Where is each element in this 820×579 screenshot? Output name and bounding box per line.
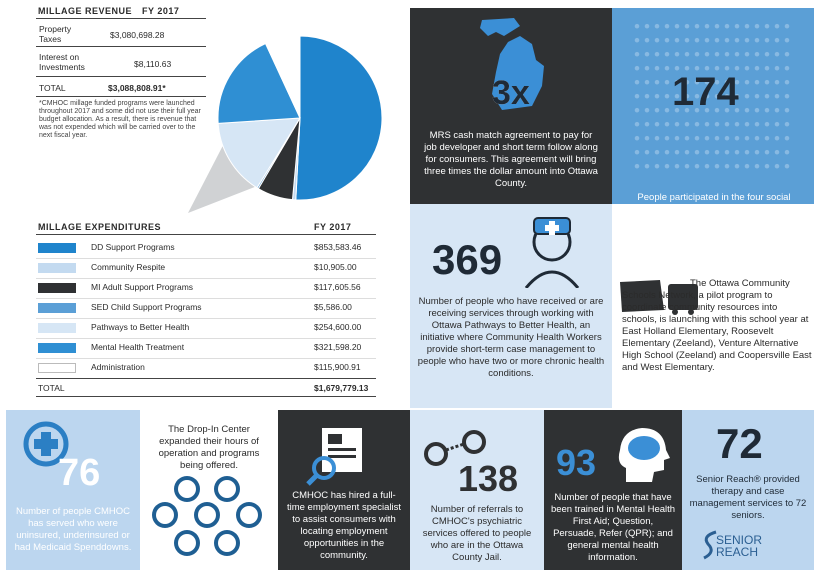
firstaid-big-number: 93 <box>556 442 597 483</box>
revenue-footnote: *CMHOC millage funded programs were launched throughout 2017 and some did not use their full year budget allocation. As a result, there is revenue that was not expended which will be carried over to the next fiscal year. <box>39 100 201 139</box>
expenditure-label: Community Respite <box>91 262 166 272</box>
people-text: People participated in the four social <box>637 192 791 203</box>
mrs-text: MRS cash match agreement to pay for job developer and short term follow along for consumers. This agreement will bring three times the dollar amount into Ottawa County. <box>424 130 598 189</box>
legend-swatch <box>38 363 76 373</box>
clock-icon <box>152 502 178 528</box>
expenditure-label: Pathways to Better Health <box>91 322 190 332</box>
expenditure-row <box>36 338 376 358</box>
senior-text: Senior Reach® provided therapy and case management services to 72 seniors. <box>689 474 807 521</box>
clock-icon <box>174 530 200 556</box>
revenue-header: MILLAGE REVENUE <box>38 6 133 16</box>
schools-text: The Ottawa Community Schools Network, a pilot program to coordinate community resources into schools, is launching with this school year at East Holland Elementary, Roosevelt Elementary (Zeeland), Venture Alternative High School (Zeeland) and Coopersville East and West Elementary. <box>622 278 812 373</box>
mrs-big-number: 3x <box>492 74 530 112</box>
revenue-total-value: $3,088,808.91* <box>108 83 166 93</box>
jail-text: Number of referrals to CMHOC's psychiatric services offered to people who are in the Ottawa County Jail. <box>422 504 532 563</box>
firstaid-text: Number of people that have been trained in Mental Health First Aid; Question, Persuade, Refer (QPR); and general mental health information. <box>550 492 676 563</box>
pathways-text: Number of people who have received or are receiving services through working with Ottawa Pathways to Better Health, an initiative where Community Health Workers provide short-term case management to people who have two or more chronic health conditions. <box>417 296 605 379</box>
firstaid-panel <box>544 410 682 570</box>
jail-panel <box>410 410 544 570</box>
people-big-number: 174 <box>672 70 739 114</box>
clock-icon <box>214 530 240 556</box>
uninsured-panel <box>6 410 140 570</box>
expenditure-row <box>36 238 376 258</box>
expenditure-label: MI Adult Support Programs <box>91 282 194 292</box>
expenditure-value: $5,586.00 <box>314 302 352 312</box>
pie-slice <box>296 36 382 200</box>
expenditure-value: $115,900.91 <box>314 362 361 372</box>
clock-icon <box>174 476 200 502</box>
expenditures-total-value: $1,679,779.13 <box>314 383 369 393</box>
senior-panel <box>682 410 814 570</box>
pathways-panel <box>410 204 612 408</box>
expenditure-pie-chart <box>160 28 400 248</box>
senior-reach-logo: SENIOR REACH <box>716 533 763 559</box>
revenue-row-value: $8,110.63 <box>134 59 172 69</box>
expenditure-label: SED Child Support Programs <box>91 302 202 312</box>
senior-big-number: 72 <box>716 420 763 467</box>
employment-text: CMHOC has hired a full-time employment specialist to assist consumers with locating employment opportunities in the community. <box>286 490 402 561</box>
expenditures-fy: FY 2017 <box>314 222 352 232</box>
jail-big-number: 138 <box>458 458 519 499</box>
uninsured-big-number: 76 <box>58 452 101 494</box>
clock-icon <box>214 476 240 502</box>
schools-panel <box>612 204 814 408</box>
legend-swatch <box>38 243 76 253</box>
people-panel <box>612 8 814 204</box>
dropin-panel <box>140 410 278 570</box>
uninsured-text: Number of people CMHOC has served who were uninsured, underinsured or had Medicaid Spenddowns. <box>14 506 132 553</box>
expenditure-value: $10,905.00 <box>314 262 357 272</box>
legend-swatch <box>38 303 76 313</box>
expenditure-value: $321,598.20 <box>314 342 362 352</box>
revenue-fy: FY 2017 <box>142 6 180 16</box>
mrs-panel <box>410 8 612 204</box>
legend-swatch <box>38 323 76 333</box>
expenditure-value: $254,600.00 <box>314 322 362 332</box>
dropin-text: The Drop-In Center expanded their hours of operation and programs being offered. <box>158 424 260 471</box>
legend-swatch <box>38 343 76 353</box>
expenditure-value: $853,583.46 <box>314 242 362 252</box>
expenditures-header: MILLAGE EXPENDITURES <box>38 222 162 232</box>
expenditure-row <box>36 258 376 278</box>
legend-swatch <box>38 263 76 273</box>
nurse-icon <box>520 212 584 288</box>
expenditure-label: Mental Health Treatment <box>91 342 185 352</box>
legend-swatch <box>38 283 76 293</box>
revenue-row-label: Property Taxes <box>39 24 72 44</box>
expenditure-row <box>36 318 376 338</box>
expenditure-row <box>36 278 376 298</box>
expenditure-row <box>36 358 376 378</box>
pathways-big-number: 369 <box>432 236 503 283</box>
expenditure-label: DD Support Programs <box>91 242 175 252</box>
newspaper-search-icon <box>306 426 382 486</box>
clock-icon <box>194 502 220 528</box>
expenditure-label: Administration <box>91 362 145 372</box>
expenditure-value: $117,605.56 <box>314 282 361 292</box>
clock-icon <box>236 502 262 528</box>
revenue-row-label: Interest on Investments <box>39 52 85 72</box>
revenue-row-value: $3,080,698.28 <box>110 30 165 40</box>
expenditures-total-label: TOTAL <box>38 383 65 393</box>
expenditure-row <box>36 298 376 318</box>
employment-panel <box>278 410 410 570</box>
brain-head-icon <box>616 424 670 484</box>
revenue-total-label: TOTAL <box>39 83 66 93</box>
